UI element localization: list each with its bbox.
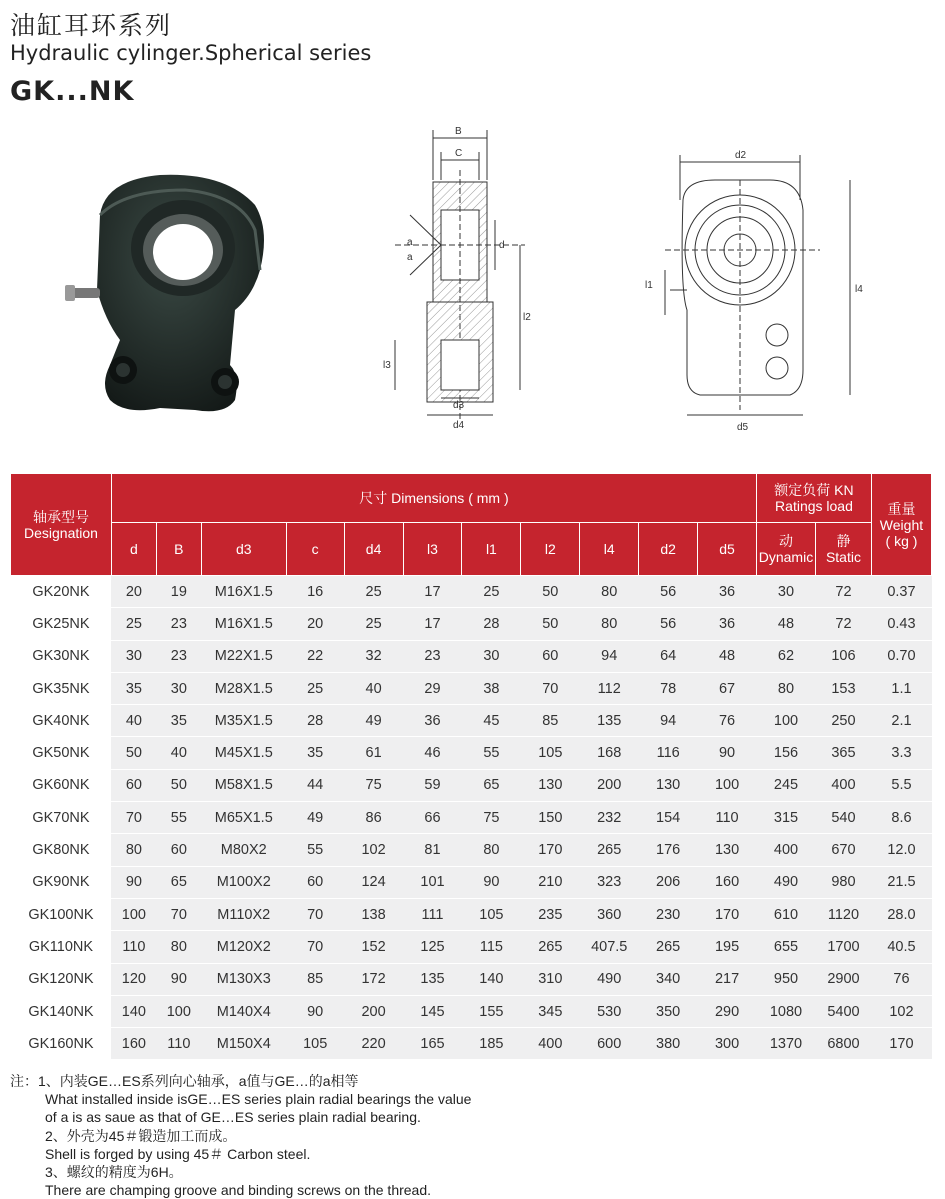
- value-cell: 1080: [757, 995, 816, 1027]
- value-cell: 21.5: [871, 866, 931, 898]
- value-cell: 407.5: [580, 931, 639, 963]
- value-cell: 25: [462, 576, 521, 608]
- table-row: [11, 608, 932, 640]
- value-cell: 110: [156, 1028, 201, 1060]
- value-cell: 45: [462, 705, 521, 737]
- value-cell: 67: [698, 672, 757, 704]
- value-cell: 56: [639, 576, 698, 608]
- value-cell: 490: [757, 866, 816, 898]
- label-d5: d5: [737, 422, 749, 433]
- value-cell: 75: [462, 802, 521, 834]
- value-cell: 65: [156, 866, 201, 898]
- value-cell: 102: [344, 834, 403, 866]
- table-row: [11, 931, 932, 963]
- page-title-en: Hydraulic cylinger.Spherical series: [10, 41, 372, 65]
- value-cell: 245: [757, 769, 816, 801]
- value-cell: 75: [344, 769, 403, 801]
- value-cell: 106: [815, 640, 871, 672]
- col-header: l2: [521, 523, 580, 576]
- ratings-header: 额定负荷 KN Ratings load: [757, 474, 872, 523]
- value-cell: 20: [111, 576, 156, 608]
- value-cell: 135: [403, 963, 462, 995]
- value-cell: 130: [521, 769, 580, 801]
- value-cell: 72: [815, 576, 871, 608]
- value-cell: 25: [111, 608, 156, 640]
- value-cell: 8.6: [871, 802, 931, 834]
- value-cell: M35X1.5: [201, 705, 286, 737]
- value-cell: 90: [698, 737, 757, 769]
- value-cell: 72: [815, 608, 871, 640]
- value-cell: 80: [580, 576, 639, 608]
- col-header: l3: [403, 523, 462, 576]
- table-row: [11, 737, 932, 769]
- note-line: 3、螺纹的精度为6H。: [45, 1164, 183, 1181]
- label-B: B: [455, 126, 462, 137]
- table-row: [11, 672, 932, 704]
- value-cell: 170: [521, 834, 580, 866]
- value-cell: 250: [815, 705, 871, 737]
- value-cell: 135: [580, 705, 639, 737]
- value-cell: 55: [156, 802, 201, 834]
- value-cell: 140: [462, 963, 521, 995]
- value-cell: 300: [698, 1028, 757, 1060]
- value-cell: M58X1.5: [201, 769, 286, 801]
- value-cell: 265: [639, 931, 698, 963]
- value-cell: 265: [521, 931, 580, 963]
- value-cell: 50: [521, 576, 580, 608]
- value-cell: 90: [156, 963, 201, 995]
- designation-cell: GK100NK: [11, 898, 112, 930]
- designation-cell: GK35NK: [11, 672, 112, 704]
- value-cell: 105: [521, 737, 580, 769]
- value-cell: 35: [111, 672, 156, 704]
- value-cell: 150: [521, 802, 580, 834]
- note-line: There are champing groove and binding screws on the thread.: [45, 1182, 432, 1199]
- value-cell: 124: [344, 866, 403, 898]
- value-cell: 80: [580, 608, 639, 640]
- value-cell: 32: [344, 640, 403, 672]
- value-cell: M110X2: [201, 898, 286, 930]
- value-cell: 170: [871, 1028, 931, 1060]
- value-cell: 23: [403, 640, 462, 672]
- value-cell: 345: [521, 995, 580, 1027]
- model-series: GK...NK: [10, 76, 135, 107]
- designation-cell: GK30NK: [11, 640, 112, 672]
- rod-end-photo: [65, 160, 280, 430]
- value-cell: 35: [156, 705, 201, 737]
- value-cell: 155: [462, 995, 521, 1027]
- value-cell: 25: [344, 608, 403, 640]
- value-cell: 60: [111, 769, 156, 801]
- value-cell: 153: [815, 672, 871, 704]
- value-cell: 6800: [815, 1028, 871, 1060]
- value-cell: 36: [698, 608, 757, 640]
- value-cell: 5400: [815, 995, 871, 1027]
- value-cell: 232: [580, 802, 639, 834]
- value-cell: 160: [111, 1028, 156, 1060]
- value-cell: 23: [156, 640, 201, 672]
- value-cell: M16X1.5: [201, 576, 286, 608]
- value-cell: 365: [815, 737, 871, 769]
- value-cell: 60: [521, 640, 580, 672]
- value-cell: 38: [462, 672, 521, 704]
- value-cell: 195: [698, 931, 757, 963]
- value-cell: M16X1.5: [201, 608, 286, 640]
- value-cell: 70: [111, 802, 156, 834]
- table-row: [11, 576, 932, 608]
- value-cell: 138: [344, 898, 403, 930]
- value-cell: 1700: [815, 931, 871, 963]
- value-cell: 200: [344, 995, 403, 1027]
- value-cell: 5.5: [871, 769, 931, 801]
- value-cell: 50: [111, 737, 156, 769]
- value-cell: 36: [698, 576, 757, 608]
- col-header: d5: [698, 523, 757, 576]
- value-cell: 0.43: [871, 608, 931, 640]
- value-cell: 66: [403, 802, 462, 834]
- value-cell: M45X1.5: [201, 737, 286, 769]
- value-cell: 80: [111, 834, 156, 866]
- value-cell: 28: [286, 705, 344, 737]
- note-line: 注：1、内装GE…ES系列向心轴承，a值与GE…的a相等: [10, 1073, 359, 1089]
- value-cell: 76: [698, 705, 757, 737]
- value-cell: 55: [462, 737, 521, 769]
- value-cell: 380: [639, 1028, 698, 1060]
- value-cell: 105: [462, 898, 521, 930]
- col-header: d3: [201, 523, 286, 576]
- value-cell: 12.0: [871, 834, 931, 866]
- notes: [10, 1072, 471, 1199]
- value-cell: 55: [286, 834, 344, 866]
- value-cell: 350: [639, 995, 698, 1027]
- value-cell: 340: [639, 963, 698, 995]
- weight-header: 重量 Weight ( kg ): [871, 474, 931, 576]
- value-cell: 40: [111, 705, 156, 737]
- value-cell: 210: [521, 866, 580, 898]
- value-cell: 323: [580, 866, 639, 898]
- value-cell: 152: [344, 931, 403, 963]
- note-line: Shell is forged by using 45＃ Carbon steel.: [45, 1145, 311, 1162]
- value-cell: 30: [111, 640, 156, 672]
- designation-cell: GK60NK: [11, 769, 112, 801]
- col-header: d2: [639, 523, 698, 576]
- value-cell: 23: [156, 608, 201, 640]
- value-cell: 29: [403, 672, 462, 704]
- value-cell: 86: [344, 802, 403, 834]
- value-cell: 49: [286, 802, 344, 834]
- value-cell: 540: [815, 802, 871, 834]
- value-cell: 0.37: [871, 576, 931, 608]
- value-cell: 48: [757, 608, 816, 640]
- value-cell: 1.1: [871, 672, 931, 704]
- value-cell: 165: [403, 1028, 462, 1060]
- value-cell: 154: [639, 802, 698, 834]
- table-row: [11, 898, 932, 930]
- value-cell: 76: [871, 963, 931, 995]
- value-cell: 85: [286, 963, 344, 995]
- value-cell: 60: [156, 834, 201, 866]
- value-cell: 2900: [815, 963, 871, 995]
- table-row: [11, 802, 932, 834]
- value-cell: 176: [639, 834, 698, 866]
- value-cell: 25: [344, 576, 403, 608]
- designation-cell: GK160NK: [11, 1028, 112, 1060]
- value-cell: M120X2: [201, 931, 286, 963]
- value-cell: 90: [286, 995, 344, 1027]
- value-cell: 50: [521, 608, 580, 640]
- col-header: d4: [344, 523, 403, 576]
- value-cell: 116: [639, 737, 698, 769]
- label-d4: d4: [453, 420, 465, 431]
- value-cell: M28X1.5: [201, 672, 286, 704]
- designation-cell: GK120NK: [11, 963, 112, 995]
- value-cell: 185: [462, 1028, 521, 1060]
- value-cell: 100: [156, 995, 201, 1027]
- value-cell: 36: [403, 705, 462, 737]
- designation-cell: GK140NK: [11, 995, 112, 1027]
- designation-header: 轴承型号 Designation: [11, 474, 112, 576]
- table-row: [11, 1028, 932, 1060]
- value-cell: 64: [639, 640, 698, 672]
- value-cell: 206: [639, 866, 698, 898]
- value-cell: 310: [521, 963, 580, 995]
- value-cell: 20: [286, 608, 344, 640]
- note-line: What installed inside isGE…ES series plain radial bearings the value: [45, 1091, 472, 1108]
- value-cell: 145: [403, 995, 462, 1027]
- value-cell: 111: [403, 898, 462, 930]
- label-l3: l3: [383, 360, 391, 371]
- value-cell: 360: [580, 898, 639, 930]
- value-cell: 101: [403, 866, 462, 898]
- value-cell: 130: [698, 834, 757, 866]
- label-l2: l2: [523, 312, 531, 323]
- dynamic-header: 动 Dynamic: [757, 523, 816, 576]
- value-cell: 400: [521, 1028, 580, 1060]
- value-cell: 1370: [757, 1028, 816, 1060]
- value-cell: 19: [156, 576, 201, 608]
- front-view-drawing: [625, 140, 875, 440]
- value-cell: M65X1.5: [201, 802, 286, 834]
- col-header: c: [286, 523, 344, 576]
- value-cell: 1120: [815, 898, 871, 930]
- value-cell: 46: [403, 737, 462, 769]
- value-cell: 110: [111, 931, 156, 963]
- value-cell: 168: [580, 737, 639, 769]
- designation-cell: GK25NK: [11, 608, 112, 640]
- note-line: of a is as saue as that of GE…ES series plain radial bearing.: [45, 1109, 421, 1126]
- designation-cell: GK20NK: [11, 576, 112, 608]
- value-cell: 40.5: [871, 931, 931, 963]
- value-cell: 200: [580, 769, 639, 801]
- value-cell: 81: [403, 834, 462, 866]
- value-cell: 100: [111, 898, 156, 930]
- label-a2: a: [407, 252, 413, 263]
- value-cell: 70: [521, 672, 580, 704]
- value-cell: 70: [286, 931, 344, 963]
- table-row: [11, 769, 932, 801]
- value-cell: 110: [698, 802, 757, 834]
- value-cell: 28: [462, 608, 521, 640]
- note-line: 2、外壳为45＃锻造加工而成。: [45, 1127, 237, 1144]
- value-cell: 950: [757, 963, 816, 995]
- value-cell: 30: [757, 576, 816, 608]
- value-cell: 80: [462, 834, 521, 866]
- designation-cell: GK90NK: [11, 866, 112, 898]
- value-cell: 400: [757, 834, 816, 866]
- value-cell: 85: [521, 705, 580, 737]
- value-cell: 17: [403, 576, 462, 608]
- value-cell: 130: [639, 769, 698, 801]
- value-cell: M140X4: [201, 995, 286, 1027]
- value-cell: M150X4: [201, 1028, 286, 1060]
- value-cell: 22: [286, 640, 344, 672]
- value-cell: 125: [403, 931, 462, 963]
- value-cell: 59: [403, 769, 462, 801]
- value-cell: M130X3: [201, 963, 286, 995]
- label-d3: d3: [453, 400, 465, 411]
- col-header: B: [156, 523, 201, 576]
- value-cell: 90: [462, 866, 521, 898]
- value-cell: 35: [286, 737, 344, 769]
- value-cell: 530: [580, 995, 639, 1027]
- value-cell: 170: [698, 898, 757, 930]
- value-cell: 290: [698, 995, 757, 1027]
- label-l1: l1: [645, 280, 653, 291]
- value-cell: 16: [286, 576, 344, 608]
- value-cell: 78: [639, 672, 698, 704]
- designation-cell: GK70NK: [11, 802, 112, 834]
- value-cell: 56: [639, 608, 698, 640]
- value-cell: 44: [286, 769, 344, 801]
- col-header: l1: [462, 523, 521, 576]
- value-cell: 172: [344, 963, 403, 995]
- value-cell: 115: [462, 931, 521, 963]
- value-cell: 100: [757, 705, 816, 737]
- value-cell: 17: [403, 608, 462, 640]
- value-cell: 40: [156, 737, 201, 769]
- value-cell: M80X2: [201, 834, 286, 866]
- value-cell: 25: [286, 672, 344, 704]
- table-row: [11, 705, 932, 737]
- value-cell: 94: [639, 705, 698, 737]
- table-row: [11, 866, 932, 898]
- value-cell: 235: [521, 898, 580, 930]
- value-cell: 60: [286, 866, 344, 898]
- value-cell: 670: [815, 834, 871, 866]
- value-cell: 0.70: [871, 640, 931, 672]
- value-cell: 160: [698, 866, 757, 898]
- value-cell: 490: [580, 963, 639, 995]
- table-row: [11, 640, 932, 672]
- section-drawing: [375, 120, 550, 440]
- table-row: [11, 963, 932, 995]
- value-cell: 100: [698, 769, 757, 801]
- value-cell: 30: [462, 640, 521, 672]
- value-cell: 48: [698, 640, 757, 672]
- value-cell: 217: [698, 963, 757, 995]
- value-cell: 61: [344, 737, 403, 769]
- value-cell: 28.0: [871, 898, 931, 930]
- value-cell: 400: [815, 769, 871, 801]
- value-cell: 80: [757, 672, 816, 704]
- col-header: l4: [580, 523, 639, 576]
- value-cell: 112: [580, 672, 639, 704]
- static-header: 静 Static: [815, 523, 871, 576]
- value-cell: M100X2: [201, 866, 286, 898]
- value-cell: 62: [757, 640, 816, 672]
- spec-table: [10, 473, 932, 1060]
- value-cell: 140: [111, 995, 156, 1027]
- value-cell: 50: [156, 769, 201, 801]
- value-cell: 600: [580, 1028, 639, 1060]
- col-header: d: [111, 523, 156, 576]
- table-row: [11, 995, 932, 1027]
- label-d2: d2: [735, 150, 747, 161]
- value-cell: 40: [344, 672, 403, 704]
- value-cell: 80: [156, 931, 201, 963]
- value-cell: 49: [344, 705, 403, 737]
- value-cell: 156: [757, 737, 816, 769]
- value-cell: 65: [462, 769, 521, 801]
- value-cell: 90: [111, 866, 156, 898]
- designation-cell: GK80NK: [11, 834, 112, 866]
- page-title-cn: 油缸耳环系列: [10, 11, 173, 40]
- value-cell: 120: [111, 963, 156, 995]
- value-cell: 230: [639, 898, 698, 930]
- value-cell: 265: [580, 834, 639, 866]
- label-l4: l4: [855, 284, 863, 295]
- value-cell: 105: [286, 1028, 344, 1060]
- value-cell: 102: [871, 995, 931, 1027]
- value-cell: M22X1.5: [201, 640, 286, 672]
- value-cell: 2.1: [871, 705, 931, 737]
- value-cell: 315: [757, 802, 816, 834]
- value-cell: 220: [344, 1028, 403, 1060]
- value-cell: 30: [156, 672, 201, 704]
- value-cell: 655: [757, 931, 816, 963]
- designation-cell: GK110NK: [11, 931, 112, 963]
- value-cell: 980: [815, 866, 871, 898]
- value-cell: 70: [286, 898, 344, 930]
- value-cell: 3.3: [871, 737, 931, 769]
- value-cell: 94: [580, 640, 639, 672]
- dimensions-header: 尺寸 Dimensions ( mm ): [111, 474, 756, 523]
- designation-cell: GK50NK: [11, 737, 112, 769]
- table-row: [11, 834, 932, 866]
- label-d: d: [499, 240, 505, 251]
- value-cell: 610: [757, 898, 816, 930]
- value-cell: 70: [156, 898, 201, 930]
- label-C: C: [455, 148, 463, 159]
- label-a: a: [407, 237, 413, 248]
- designation-cell: GK40NK: [11, 705, 112, 737]
